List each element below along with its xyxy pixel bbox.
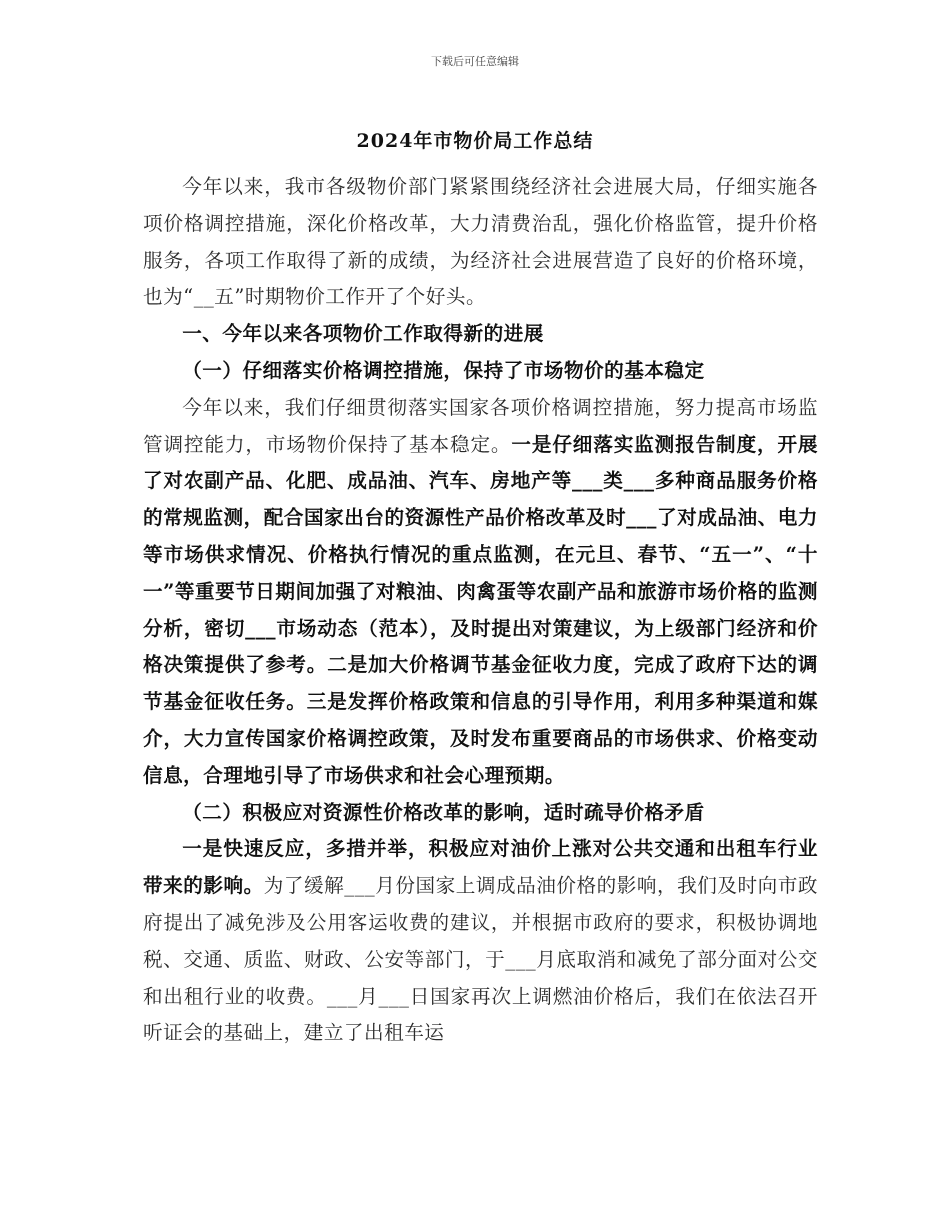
subsection-2-bold: 一是快速反应，多措并举，积极应对油价上涨对公共交通和出租车行业带来的影响。 bbox=[143, 837, 818, 898]
page-header: 下载后可任意编辑 bbox=[431, 55, 519, 68]
document-title: 2024年市物价局工作总结 bbox=[356, 130, 594, 152]
subsection-heading-2: （二）积极应对资源性价格改革的影响，适时疏导价格矛盾 bbox=[182, 800, 705, 824]
subsection-1-paragraph bbox=[143, 390, 818, 795]
document-body bbox=[143, 169, 818, 1052]
subsection-2-paragraph bbox=[143, 831, 818, 1052]
intro-paragraph: 今年以来，我市各级物价部门紧紧围绕经济社会进展大局，仔细实施各项价格调控措施，深化价格改革，大力清费治乱，强化价格监管，提升价格服务，各项工作取得了新的成绩，为经济社会进展营造了良好的价格环境，也为“__五”时期物价工作开了个好头。 bbox=[143, 175, 818, 309]
subsection-heading-1: （一）仔细落实价格调控措施，保持了市场物价的基本稳定 bbox=[182, 358, 705, 382]
subsection-1-lead: 今年以来，我们仔细贯彻落实国家各项价格调控措施，努力提高市场监管调控能力，市场物价保持了基本稳定。 bbox=[143, 395, 818, 456]
subsection-1-bold: 一是仔细落实监测报告制度，开展了对农副产品、化肥、成品油、汽车、房地产等___类___多种商品服务价格的常规监测，配合国家出台的资源性产品价格改革及时___了对成品油、电力等市场供求情况、价格执行情况的重点监测，在元旦、春节、“五一”、“十一”等重要节日期间加强了对粮油、肉禽蛋等农副产品和旅游市场价格的监测分析，密切___市场动态（范本），及时提出对策建议，为上级部门经济和价格决策提供了参考。二是加大价格调节基金征收力度，完成了政府下达的调节基金征收任务。三是发挥价格政策和信息的引导作用，利用多种渠道和媒介，大力宣传国家价格调控政策，及时发布重要商品的市场供求、价格变动信息，合理地引导了市场供求和社会心理预期。 bbox=[143, 432, 819, 787]
subsection-2-rest: 为了缓解___月份国家上调成品油价格的影响，我们及时向市政府提出了减免涉及公用客运收费的建议，并根据市政府的要求，积极协调地税、交通、质监、财政、公安等部门，于___月底取消和减免了部分面对公交和出租行业的收费。___月___日国家再次上调燃油价格后，我们在依法召开听证会的基础上，建立了出租车运 bbox=[143, 874, 819, 1045]
section-heading-1: 一、今年以来各项物价工作取得新的进展 bbox=[182, 322, 544, 346]
